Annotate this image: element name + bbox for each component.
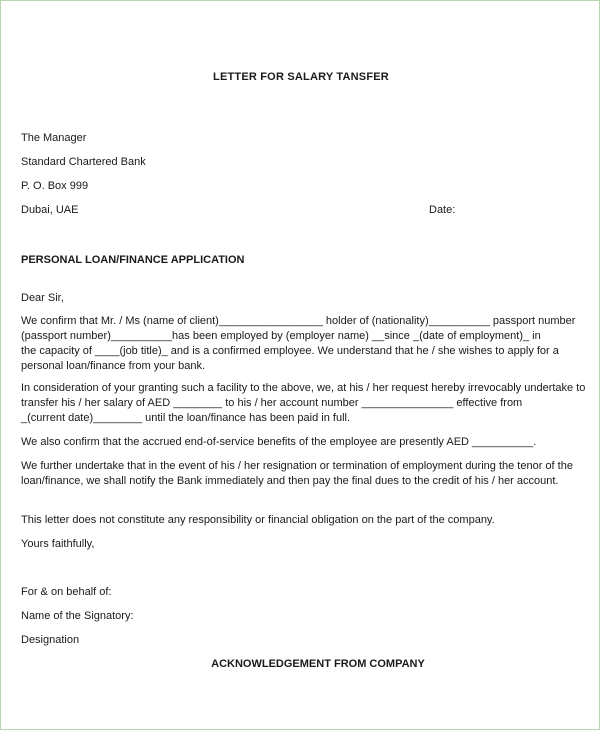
letter-title: LETTER FOR SALARY TANSFER [213, 71, 389, 83]
paragraph-undertaking [21, 381, 600, 426]
paragraph-line: transfer his / her salary of AED ________ to his / her account number _______________ effective from [21, 397, 523, 409]
paragraph-line: (passport number)__________has been employed by (employer name) __since _(date of employment)_ in [21, 330, 541, 342]
address-line-bank: Standard Chartered Bank [21, 156, 146, 168]
date-label: Date: [429, 204, 456, 216]
subject-heading: PERSONAL LOAN/FINANCE APPLICATION [21, 254, 245, 266]
paragraph-confirmation [21, 314, 600, 374]
signatory-name-label: Name of the Signatory: [21, 610, 134, 622]
address-line-pobox: P. O. Box 999 [21, 180, 89, 192]
paragraph-disclaimer: This letter does not constitute any responsibility or financial obligation on the part of the company. [21, 514, 495, 526]
on-behalf-label: For & on behalf of: [21, 586, 112, 598]
designation-label: Designation [21, 634, 80, 646]
paragraph-line: We further undertake that in the event of his / her resignation or termination of employment during the tenor of the [21, 460, 573, 472]
paragraph-line: _(current date)________ until the loan/finance has been paid in full. [21, 412, 351, 424]
paragraph-termination [21, 459, 600, 489]
closing: Yours faithfully, [21, 538, 95, 550]
address-line-city: Dubai, UAE [21, 204, 79, 216]
paragraph-benefits: We also confirm that the accrued end-of-service benefits of the employee are presently AED __________. [21, 436, 537, 448]
paragraph-line: loan/finance, we shall notify the Bank immediately and then pay the final dues to the credit of his / her account. [21, 475, 559, 487]
paragraph-line: In consideration of your granting such a facility to the above, we, at his / her request hereby irrevocably undertake to [21, 382, 586, 394]
paragraph-line: personal loan/finance from your bank. [21, 360, 206, 372]
address-line-manager: The Manager [21, 132, 87, 144]
paragraph-line: the capacity of ____(job title)_ and is a confirmed employee. We understand that he / she wishes to apply for a [21, 345, 559, 357]
acknowledgement-heading: ACKNOWLEDGEMENT FROM COMPANY [211, 658, 425, 670]
paragraph-line: We confirm that Mr. / Ms (name of client)_________________ holder of (nationality)__________ passport number [21, 315, 576, 327]
salutation: Dear Sir, [21, 292, 64, 304]
